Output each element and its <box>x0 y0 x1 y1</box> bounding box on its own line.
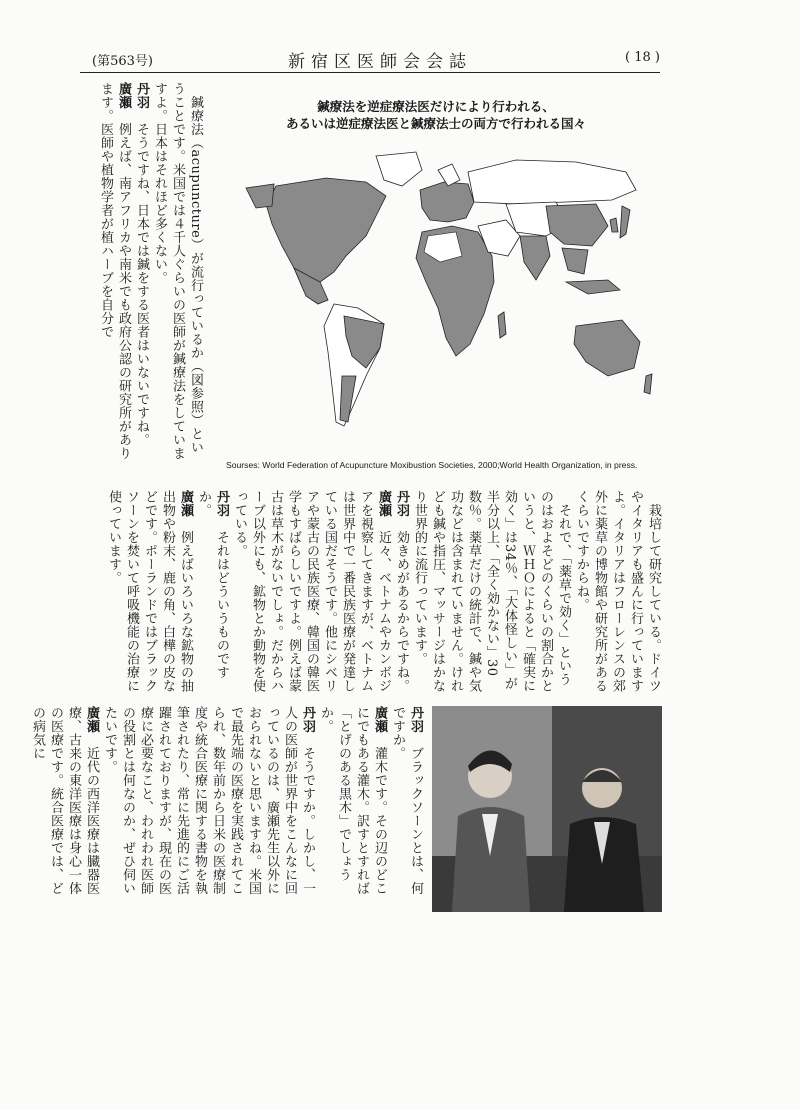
acupuncture-map-figure <box>216 86 662 476</box>
paragraph-text: 効きめがあるからですね。 <box>394 530 409 693</box>
paragraph <box>104 490 194 695</box>
speaker-name: 丹羽 <box>408 706 423 733</box>
column-middle <box>80 490 662 695</box>
map-source: Sourses: World Federation of Acupuncture Moxibustion Societies, 2000;World Health Organization, in press. <box>226 460 638 470</box>
column-bottom-right <box>30 706 424 906</box>
paragraph-text: それで、「薬草で効く」というのはおよそどのくらいの割合かというと、ＷＨＯによると「確実に効く」は34％、「大体怪しい」が半分以上、「全く効かない」30数％。薬草だけの統計で、鍼や気功などは含まれていません。けれども鍼や指圧、マッサージはかなり世界的に流行っています。 <box>412 490 571 693</box>
map-title-line-2: あるいは逆症療法医と鍼療法士の両方で行われる国々 <box>285 116 586 131</box>
journal-title: 新宿区医師会会誌 <box>288 52 472 72</box>
europe <box>420 182 474 222</box>
paragraph-text: 近々、ベトナムやカンボジアを視察してきますが、ベトナムは世界中で一番民族医療が発達している国だそうです。他にシベリアや蒙古の民族医療、韓国の韓医学もすばらしいですよ。例えば蒙古は草木がないでしょ。だからハーブ以外にも、鉱物とか動物を使っている。 <box>232 490 391 693</box>
paragraph <box>392 490 410 695</box>
paragraph <box>194 490 230 695</box>
paragraph <box>410 490 572 695</box>
paragraph-text: 栽培して研究している。ドイツやイタリアも盛んに行っていますよ。イタリアはフローレンスの郊外に薬草の博物館や研究所があるくらいですからね。 <box>574 490 661 693</box>
map-title-line-1: 鍼療法を逆症療法医だけにより行われる、 <box>317 99 555 114</box>
world-map <box>216 86 662 476</box>
speaker-name: 廣瀬 <box>376 490 391 517</box>
paragraph <box>100 706 316 906</box>
paragraph <box>132 82 150 462</box>
paragraph-text: 近代の西洋医療は臓器医療、古来の東洋医療は身心一体の医療です。統合医療では、どの病気に <box>30 706 99 895</box>
photo-image <box>432 706 662 912</box>
paragraph-text: ブラックソーンとは、何ですか。 <box>390 706 423 895</box>
paragraph <box>150 82 204 462</box>
interview-photo <box>432 706 662 912</box>
paragraph-text: 例えばいろいろな鉱物の抽出物や粉末、鹿の角、白樺の皮などです。ポーランドではブラックソーンを焚いて呼吸機能の治療に使っています。 <box>106 490 193 693</box>
paragraph-text: 例えば、南アフリカや南米でも政府公認の研究所があります。医師や植物学者が植ハーブを自分で <box>98 82 131 460</box>
paragraph-text: そうですね、日本では鍼をする医者はいないですね。 <box>134 122 149 447</box>
speaker-name: 丹羽 <box>134 82 149 109</box>
paragraph <box>28 706 100 906</box>
paragraph <box>96 82 132 462</box>
paragraph-text: それはどういうものですか。 <box>196 490 229 679</box>
page-number: ( 18 ) <box>625 50 660 65</box>
speaker-name: 廣瀬 <box>84 706 99 733</box>
page-header <box>80 50 660 72</box>
paragraph <box>572 490 662 695</box>
speaker-name: 丹羽 <box>300 706 315 733</box>
speaker-name: 廣瀬 <box>116 82 131 109</box>
paragraph-text: そうですか。しかし、一人の医師が世界中をこんなに回っているのは、廣瀬先生以外におられないと思いますね。米国で最先端の医療を実践されてこられ、数年前から日米の医療制度や統合医療に関する書物を執筆されたり、常に先進的にご活躍されておりますが、現在の医療に必要なこと、われわれ医師の役割とは何なのか、ぜひ伺いたいです。 <box>102 706 315 895</box>
paragraph <box>316 706 388 906</box>
paragraph-text: 鍼療法（acupuncture）が流行っているか（図参照）ということです。米国では４千人ぐらいの医師が鍼療法をしていますよ。日本はそれほど多くない。 <box>152 82 203 460</box>
paragraph <box>230 490 392 695</box>
header-rule <box>80 72 660 73</box>
paragraph-text: 灌木です。その辺のどこにでもある灌木。訳すとすれば「とげのある黒木」でしょうか。 <box>318 706 387 895</box>
paragraph <box>388 706 424 906</box>
speaker-name: 丹羽 <box>394 490 409 517</box>
issue-number: (第563号) <box>92 54 153 69</box>
speaker-name: 廣瀬 <box>178 490 193 517</box>
speaker-name: 廣瀬 <box>372 706 387 733</box>
speaker-name: 丹羽 <box>214 490 229 517</box>
map-title <box>216 98 656 132</box>
column-top-right <box>86 82 204 462</box>
